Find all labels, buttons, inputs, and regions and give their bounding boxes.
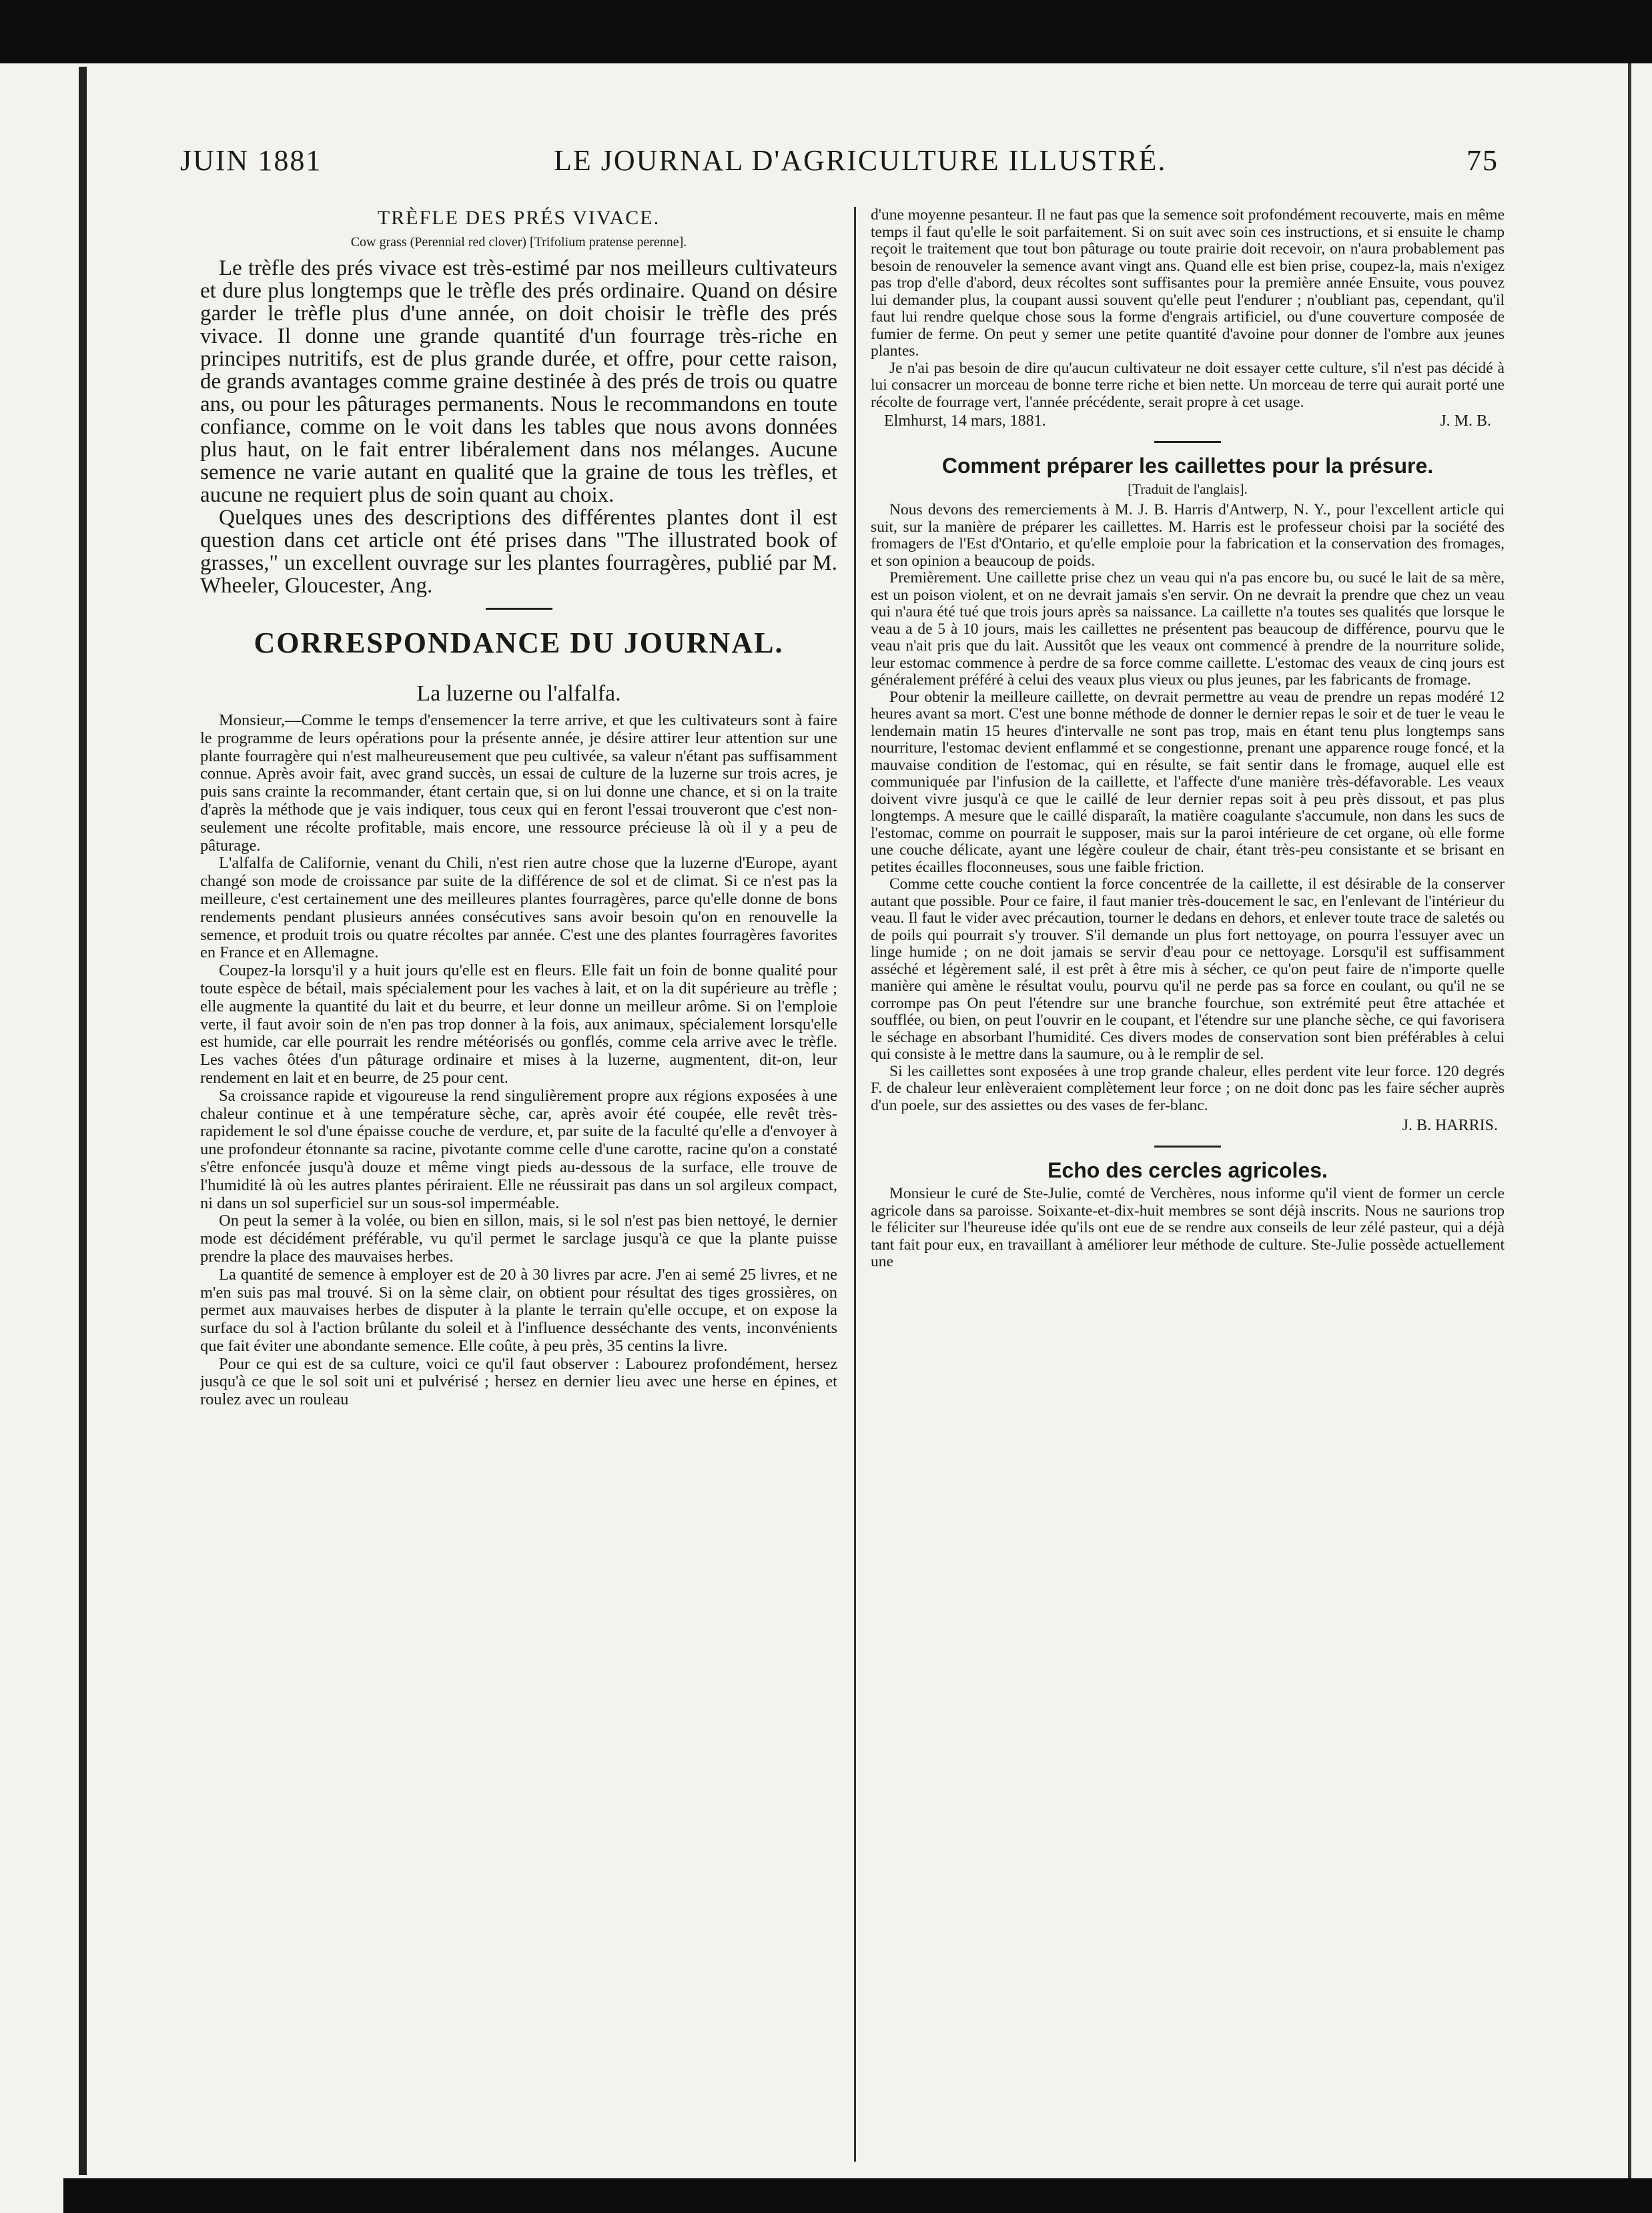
trefle-paragraph: Le trèfle des prés vivace est très-estimé par nos meilleurs cultivateurs et dure plus longtemps que le trèfle des prés ordinaire. Quand on désire garder le trèfle plus d'une année, on doit choisir le trèfle des prés vivace. Il donne une grande quantité d'un fourrage très-riche en principes nutritifs, est de plus grande durée, et offre, pour cette raison, de grands avantages comme graine destinée à des prés de trois ou quatre ans, ou pour les pâturages permanents. Nous le recommandons en toute confiance, comme on le voit dans les tables que nous avons données plus haut, on le fait entrer libéralement dans nos mélanges. Aucune semence ne varie autant en qualité que la graine de tous les trèfles, et aucune ne requiert plus de soin quant au choix. [200, 256, 837, 507]
caillettes-title: Comment préparer les caillettes pour la présure. [941, 454, 1434, 478]
page-right-edge [1628, 63, 1631, 2178]
scan-top-border [0, 0, 1652, 63]
section-rule [1154, 1146, 1221, 1148]
header-date: JUIN 1881 [180, 144, 322, 177]
section-rule [1154, 441, 1221, 443]
caillettes-paragraph: Premièrement. Une caillette prise chez un veau qui n'a pas encore bu, ou sucé le lait de sa mère, est un poison violent, et on ne devrait jamais s'en servir. On ne devrait la prendre que chez un veau qui n'aura été tué que trois jours après sa naissance. La caillette n'a toutes ses qualités que lorsque le veau a de 5 à 10 jours, mais les caillettes ne présentent pas beaucoup de différence, pourvu que le veau n'ait pris que du lait. Aussitôt que les veaux ont commencé à prendre de la nourriture solide, leur estomac commence à perdre de sa force comme caillette. L'estomac des veaux de cinq jours est généralement préféré à celui des veaux plus vieux ou plus jeunes, par les fabricants de fromage. [871, 569, 1505, 689]
right-column [871, 207, 1505, 2168]
page-left-edge [79, 67, 87, 2175]
scan-bottom-border [63, 2178, 1652, 2213]
translation-note: [Traduit de l'anglais]. [1128, 481, 1248, 497]
trefle-title: TRÈFLE DES PRÉS VIVACE. [377, 207, 661, 229]
luzerne-paragraph: Pour ce qui est de sa culture, voici ce qu'il faut observer : Labourez profondément, hersez jusqu'à ce que le sol soit uni et pulvérisé ; hersez en dernier lieu avec une herse en épines, et roulez avec un rouleau [200, 1354, 837, 1409]
dateline-row [871, 412, 1505, 430]
echo-paragraph: Monsieur le curé de Ste-Julie, comté de Verchères, nous informe qu'il vient de former un cercle agricole dans sa paroisse. Soixante-et-dix-huit membres se sont déjà inscrits. Nous ne saurions trop le féliciter sur l'heureuse idée qu'ils ont eue de se rendre aux conseils de leur zélé pasteur, qui a déjà tant fait pour eux, en travaillant à améliorer leur méthode de culture. Ste-Julie possède actuellement une [871, 1185, 1505, 1270]
echo-title: Echo des cercles agricoles. [1048, 1158, 1328, 1182]
luzerne-paragraph: Coupez-la lorsqu'il y a huit jours qu'elle est en fleurs. Elle fait un foin de bonne qualité pour toute espèce de bétail, mais spécialement pour les vaches à lait, et on la dit supérieure au trèfle ; elle augmente la quantité du lait et du beurre, et leur donne un meilleur arôme. Si on l'emploie verte, il faut avoir soin de n'en pas trop donner à la fois, aux animaux, spécialement lorsqu'elle est humide, car elle pourrait les rendre météorisés ou gonflés, comme cela arrive avec le trèfle. Les vaches ôtées d'un pâturage ordinaire et mises à la luzerne, augmentent, dit-on, leur rendement en lait et en beurre, de 25 pour cent. [200, 961, 837, 1087]
page-number: 75 [1467, 144, 1499, 177]
luzerne-paragraph: La quantité de semence à employer est de 20 à 30 livres par acre. J'en ai semé 25 livres, et ne m'en suis pas mal trouvé. Si on la sème clair, on obtient pour résultat des tiges grossières, on permet aux mauvaises herbes de disputer à la plante le terrain qu'elle occupe, et on expose la surface du sol à l'action brûlante du soleil et à l'influence desséchante des vents, inconvénients que fait éviter une abondante semence. Elle coûte, à peu près, 35 centins la livre. [200, 1265, 837, 1355]
dateline: Elmhurst, 14 mars, 1881. [884, 412, 1046, 430]
caillettes-paragraph: Pour obtenir la meilleure caillette, on devrait permettre au veau de prendre un repas modéré 12 heures avant sa mort. C'est une bonne méthode de donner le dernier repas le soir et de tuer le veau le lendemain matin 15 heures d'intervalle ne sont pas trop, mais en étant tenu plus longtemps sans nourriture, l'estomac devient enflammé et se congestionne, prenant une apparence rouge foncé, et la mauvaise condition de l'estomac, qui en résulte, se fait sentir dans le fromage, auquel elle est communiquée par l'infusion de la caillette, et l'affecte d'une manière très-défavorable. Les veaux doivent vivre jusqu'à ce que le caillé de leur dernier repas soit à peu près dissout, et pas plus longtemps. A mesure que le caillé disparaît, la matière coagulante s'accumule, non dans les sucs de l'estomac, comme on pourrait le supposer, mais sur la paroi intérieure de cet organe, où elle forme une couche délicate, ayant une légère couleur de chair, étant très-peu consistante et se brisant en petites écailles floconneuses, sous une faible friction. [871, 688, 1505, 876]
luzerne-paragraph: On peut la semer à la volée, ou bien en sillon, mais, si le sol n'est pas bien nettoyé, le dernier mode est décidément préférable, vu qu'il permet le sarclage jusqu'à ce que la plante puisse prendre la place des mauvaises herbes. [200, 1212, 837, 1266]
luzerne-paragraph: Monsieur,—Comme le temps d'ensemencer la terre arrive, et que les cultivateurs sont à faire le programme de leurs opérations pour la présente année, je désire attirer leur attention sur une plante fourragère qui n'est malheureusement que peu cultivée, sa valeur n'étant pas suffisamment connue. Après avoir fait, avec grand succès, un essai de culture de la luzerne sur trois acres, je puis sans crainte la recommander, étant certain que, si on lui donne une chance, et si on la traite d'après la méthode que je vais indiquer, tous ceux qui en feront l'essai trouveront que c'est non-seulement une récolte profitable, mais encore, une ressource précieuse là où il y a peu de pâturage. [200, 711, 837, 855]
author-initials: J. M. B. [1440, 412, 1491, 430]
left-column [200, 207, 837, 2168]
journal-title: LE JOURNAL D'AGRICULTURE ILLUSTRÉ. [554, 144, 1167, 177]
trefle-paragraph: Quelques unes des descriptions des différentes plantes dont il est question dans cet article ont été prises dans "The illustrated book of grasses," un excellent ouvrage sur les plantes fourragères, publié par M. Wheeler, Gloucester, Ang. [200, 506, 837, 598]
caillettes-paragraph: Comme cette couche contient la force concentrée de la caillette, il est désirable de la conserver autant que possible. Pour ce faire, il faut manier très-doucement le sac, en l'enlevant de l'intérieur du veau. Il faut le vider avec précaution, tourner le dedans en dehors, et enlever toute trace de saletés ou de poils qui pourrait s'y trouver. S'il demande un plus fort nettoyage, on pourra l'essuyer avec un linge humide ; on ne doit jamais se servir d'eau pour ce nettoyage. Lorsqu'il est suffisamment asséché et légèrement salé, il est prêt à être mis à sécher, ce qu'on peut faire de n'importe quelle manière qui amène le résultat voulu, pourvu qu'il ne perde pas sa force en coulant, ou qu'il ne se corrompe pas On peut l'étendre sur une branche fourchue, son extrémité peut être attachée et soufflée, ou bien, on peut l'ouvrir en le coupant, et l'étendre sur une planche sèche, ce qui favorisera le séchage en absorbant l'humidité. Ces divers modes de conservation sont bien préférables à celui qui consiste à le mettre dans la saumure, ou à le remplir de sel. [871, 875, 1505, 1063]
luzerne-paragraph: L'alfalfa de Californie, venant du Chili, n'est rien autre chose que la luzerne d'Europe, ayant changé son mode de croissance par suite de la différence de sol et de climat. Si ce n'est pas la meilleure, c'est certainement une des meilleures plantes fourragères, parce qu'elle donne de bons rendements pendant plusieurs années consécutives sans avoir besoin qu'on en renouvelle la semence, et produit trois ou quatre récoltes par année. C'est une des plantes fourragères favorites en France et en Allemagne. [200, 854, 837, 962]
luzerne-continuation: Je n'ai pas besoin de dire qu'aucun cultivateur ne doit essayer cette culture, s'il n'est pas décidé à lui consacrer un morceau de bonne terre riche et bien nette. Un morceau de terre qui aurait porté une récolte de fourrage vert, l'année précédente, serait propre à cet usage. [871, 359, 1505, 411]
caillettes-paragraph: Si les caillettes sont exposées à une trop grande chaleur, elles perdent vite leur force. 120 degrés F. de chaleur leur enlèveraient complètement leur force ; on ne doit donc pas les faire sécher auprès d'un poele, sur des assiettes ou des vases de fer-blanc. [871, 1062, 1505, 1114]
trefle-subtitle: Cow grass (Perennial red clover) [Trifolium pratense perenne]. [350, 235, 687, 250]
caillettes-paragraph: Nous devons des remerciements à M. J. B. Harris d'Antwerp, N. Y., pour l'excellent article qui suit, sur la manière de préparer les caillettes. M. Harris est le professeur choisi par la société des fromagers de l'Est d'Ontario, et qu'elle emploie pour la fabrication et la conservation des fromages, et son opinion a beaucoup de poids. [871, 501, 1505, 570]
section-rule [486, 608, 552, 610]
running-header [180, 143, 1501, 183]
signature: J. B. HARRIS. [1402, 1117, 1498, 1134]
luzerne-continuation: d'une moyenne pesanteur. Il ne faut pas que la semence soit profondément recouverte, mais en même temps il faut qu'elle le soit parfaitement. Si on suit avec soin ces instructions, et si ensuite le champ reçoit le traitement que tout bon pâturage ou toute prairie doit recevoir, on n'aura probablement pas besoin de renouveler la semence avant vingt ans. Quand elle est bien prise, coupez-la, mais n'exigez pas trop d'elle d'abord, deux récoltes sont suffisantes pour la première année Ensuite, vous pouvez lui demander plus, la coupant aussi souvent qu'elle peut l'endurer ; n'oubliant pas, cependant, qu'il faut lui rendre quelque chose sous la forme d'engrais artificiel, ou d'une couverture composée de fumier de ferme. On peut y semer une petite quantité d'avoine pour donner de l'ombre aux jeunes plantes. [871, 207, 1505, 360]
luzerne-title: La luzerne ou l'alfalfa. [416, 681, 621, 706]
correspondance-title: CORRESPONDANCE DU JOURNAL. [254, 626, 784, 659]
column-divider [854, 207, 856, 2162]
luzerne-paragraph: Sa croissance rapide et vigoureuse la rend singulièrement propre aux régions exposées à une chaleur continue et à une température sèche, car, après avoir été coupée, elle revêt très-rapidement le sol d'une épaisse couche de verdure, et, par suite de la faculté qu'elle a d'envoyer à une profondeur étonnante sa racine, pivotante comme celle d'une carotte, racine qu'on a constaté s'être enfoncée jusqu'à douze et même vingt pieds au-dessous de la surface, elle trouve de l'humidité là où les autres plantes périraient. Elle ne réussirait pas dans un sol argileux compact, ni dans un sol superficiel sur un sous-sol imperméable. [200, 1086, 837, 1212]
